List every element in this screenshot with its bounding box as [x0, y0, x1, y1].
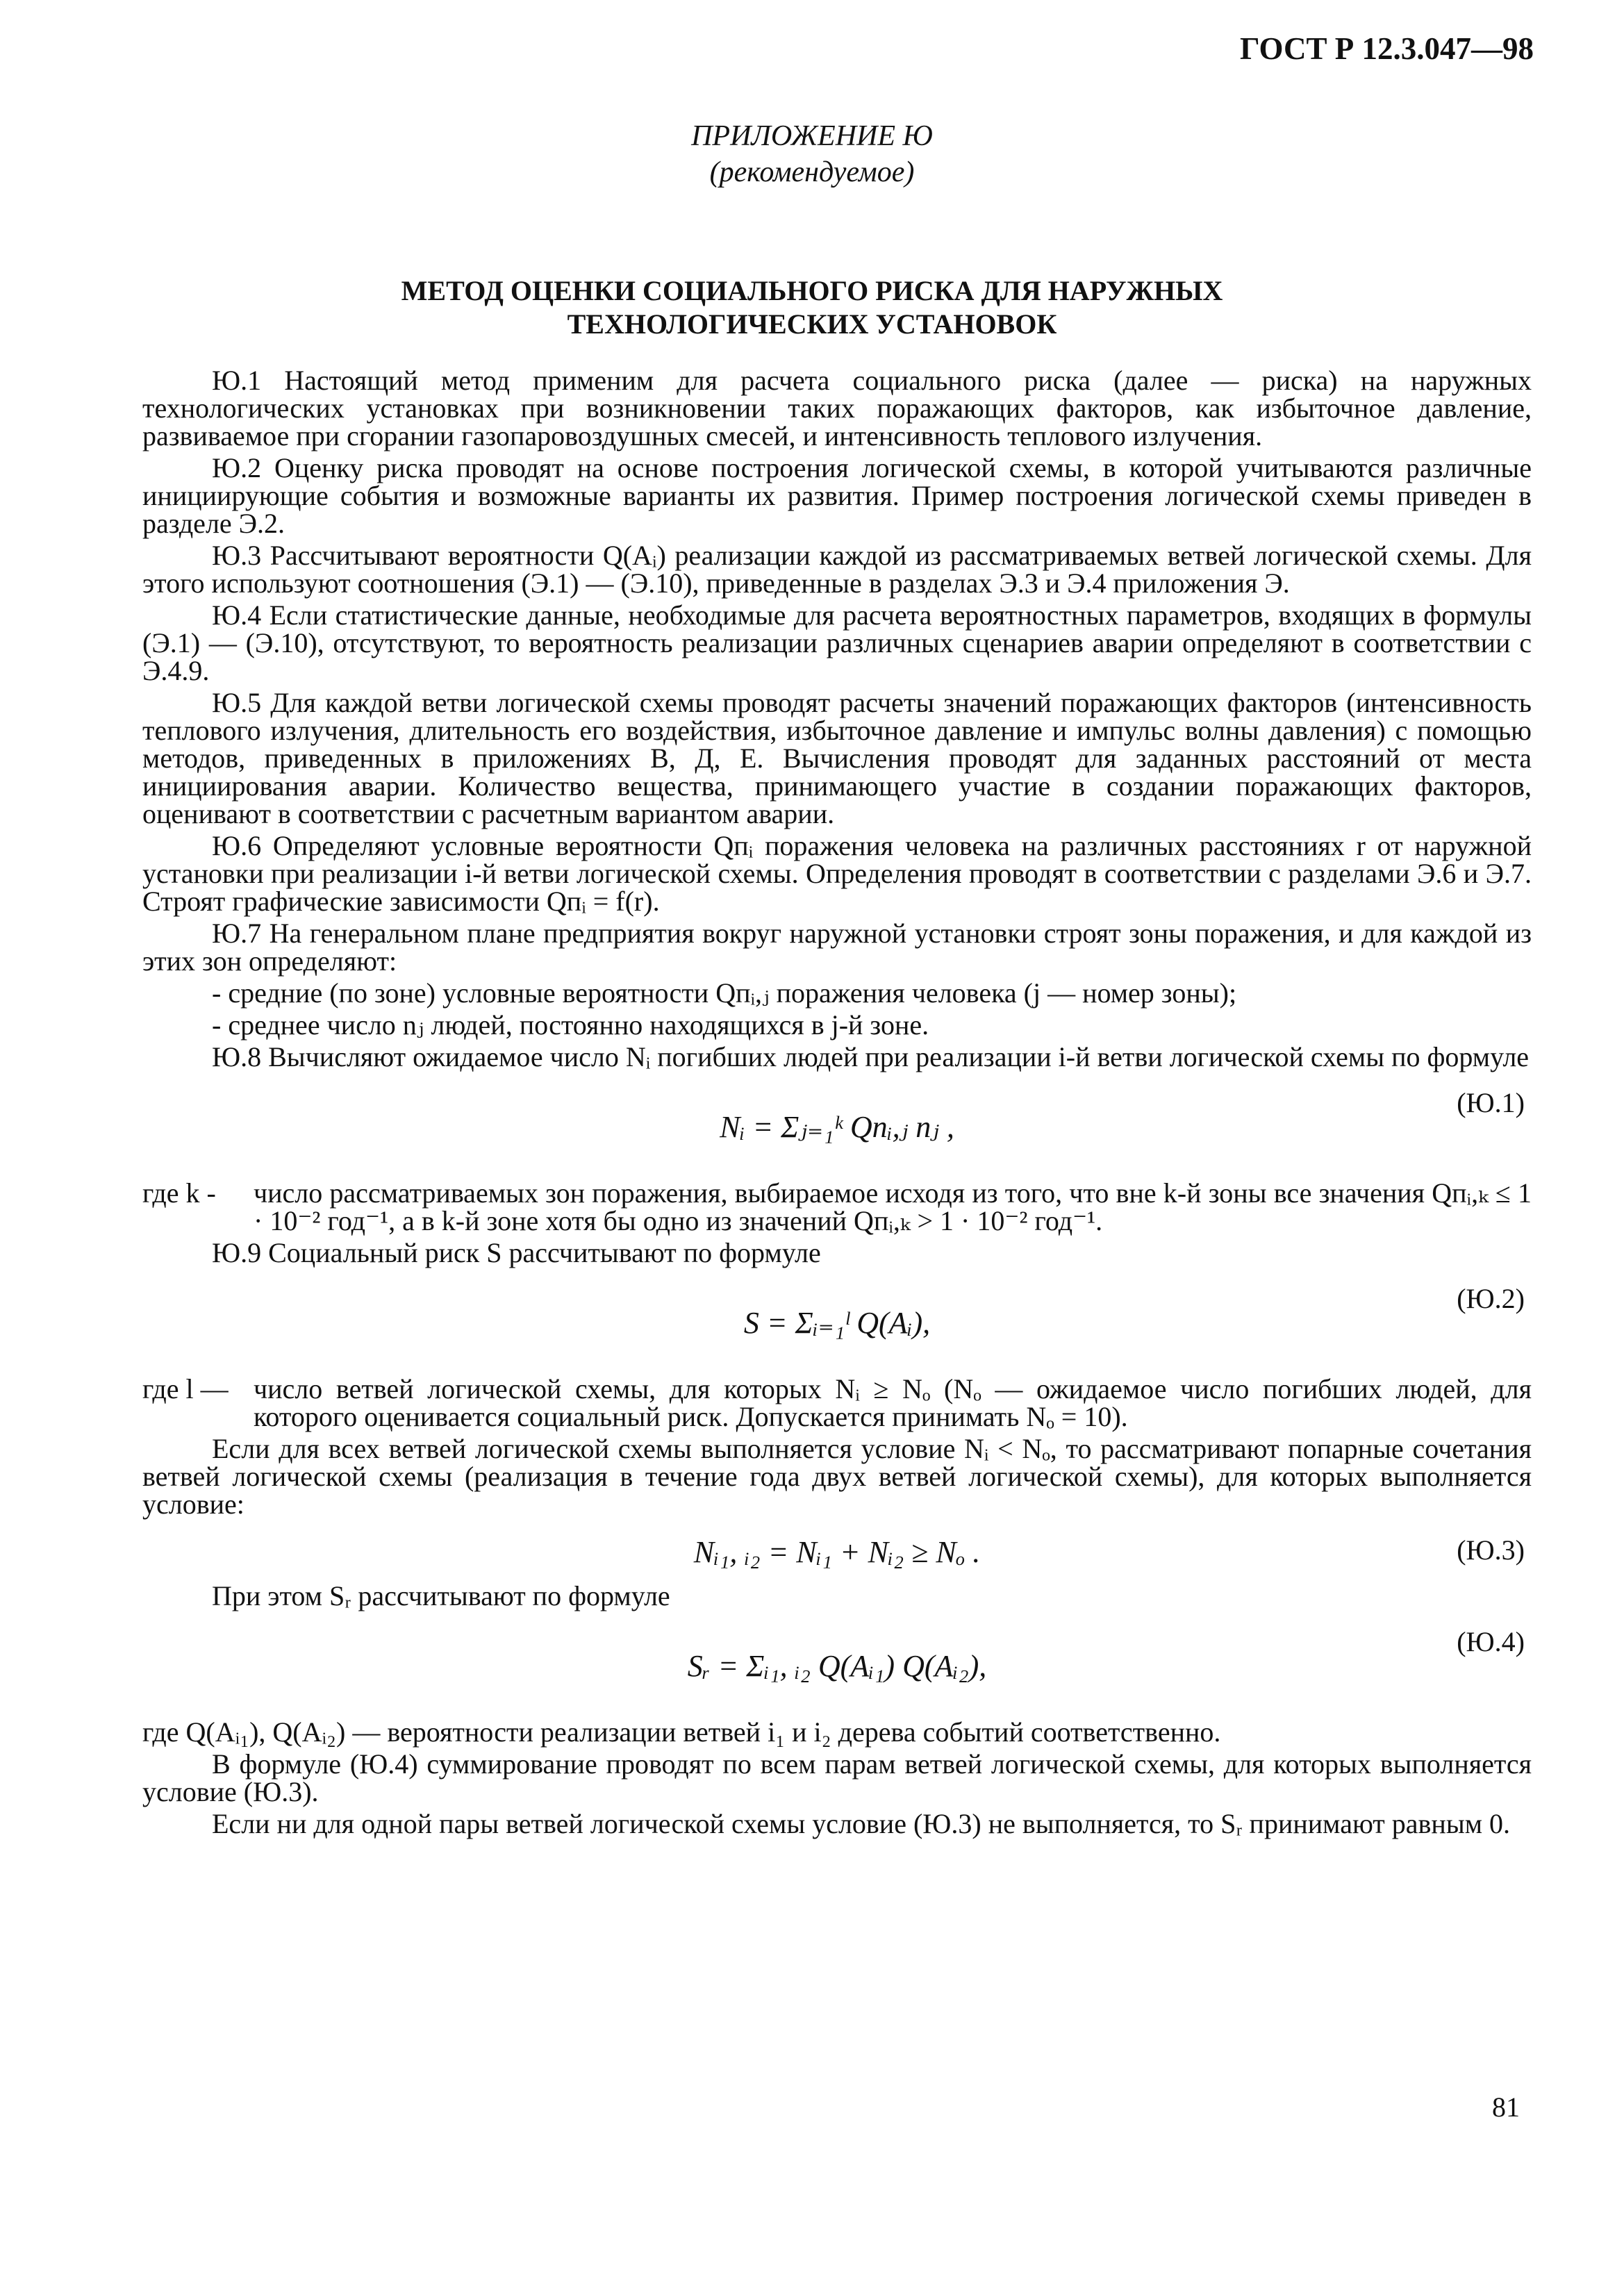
formula-yu2-expression: S = Σᵢ₌₁ˡ Q(Aᵢ),: [743, 1306, 931, 1340]
formula-yu1-expression: Nᵢ = Σⱼ₌₁ᵏ Qпᵢ,ⱼ nⱼ ,: [720, 1110, 954, 1144]
paragraph-sr-intro: При этом Sᵣ рассчитывают по формуле: [212, 1580, 670, 1611]
formula-yu4-expression: Sᵣ = Σᵢ₁, ᵢ₂ Q(Aᵢ₁) Q(Aᵢ₂),: [687, 1649, 987, 1683]
document-body: [142, 367, 1532, 1842]
list-item-zone-probability: - средние (по зоне) условные вероятности Qпᵢ,ⱼ поражения человека (j — номер зоны);: [212, 977, 1237, 1009]
formula-yu2-number: (Ю.2): [1457, 1283, 1525, 1314]
paragraph-yu8: Ю.8 Вычисляют ожидаемое число Nᵢ погибших людей при реализации i-й ветви логической схемы по формуле: [212, 1041, 1530, 1072]
formula-yu3-number: (Ю.3): [1457, 1534, 1525, 1566]
formula-yu3: [142, 1523, 1532, 1582]
page-number: 81: [1492, 2091, 1520, 2123]
paragraph-yu5: Ю.5 Для каждой ветви логической схемы проводят расчеты значений поражающих факторов (интенсивность теплового излучения, длительность его воздействия, избыточное давление и импульс волны давления) с помощью методов, приведенных в приложениях В, Д, Е. Вычисления проводят для заданных расстояний от места инициирования аварии. Количество вещества, принимающего участие в создании поражающих факторов, оценивают в соответствии с расчетным вариантом аварии.: [142, 687, 1532, 829]
title-line-1: МЕТОД ОЦЕНКИ СОЦИАЛЬНОГО РИСКА ДЛЯ НАРУЖНЫХ: [401, 275, 1223, 306]
formula-yu1: [142, 1075, 1532, 1179]
appendix-heading: [0, 118, 1624, 190]
where-l-text: число ветвей логической схемы, для которых Nᵢ ≥ Nₒ (Nₒ — ожидаемое число погибших людей, для которого оценивается социальный риск. Допускается принимать Nₒ = 10).: [254, 1373, 1532, 1432]
paragraph-yu1: Ю.1 Настоящий метод применим для расчета социального риска (далее — риска) на наружных технологических установках при возникновении таких поражающих факторов, как избыточное давление, развиваемое при сгорании газопаровоздушных смесей, и интенсивность теплового излучения.: [142, 365, 1532, 451]
paragraph-summation: В формуле (Ю.4) суммирование проводят по всем парам ветвей логической схемы, для которых выполняется условие (Ю.3).: [142, 1748, 1532, 1807]
appendix-status: (рекомендуемое): [709, 156, 915, 188]
paragraph-zero: Если ни для одной пары ветвей логической схемы условие (Ю.3) не выполняется, то Sᵣ принимают равным 0.: [212, 1808, 1511, 1839]
paragraph-pairwise: Если для всех ветвей логической схемы выполняется условие Nᵢ < Nₒ, то рассматривают попарные сочетания ветвей логической схемы (реализация в течение года двух ветвей логической схемы), для которых выполняется условие:: [142, 1433, 1532, 1520]
formula-yu4-number: (Ю.4): [1457, 1626, 1525, 1657]
where-k-text: число рассматриваемых зон поражения, выбираемое исходя из того, что вне k-й зоны все значения Qпᵢ,ₖ ≤ 1 · 10⁻² год⁻¹, а в k-й зоне хотя бы одно из значений Qпᵢ,ₖ > 1 · 10⁻² год⁻¹.: [254, 1177, 1532, 1236]
appendix-label: ПРИЛОЖЕНИЕ Ю: [691, 120, 933, 152]
title-line-2: ТЕХНОЛОГИЧЕСКИХ УСТАНОВОК: [567, 308, 1057, 340]
formula-yu2: [142, 1271, 1532, 1375]
paragraph-yu9: Ю.9 Социальный риск S рассчитывают по формуле: [212, 1237, 821, 1268]
where-l-definition: [142, 1375, 1532, 1431]
formula-yu3-expression: Nᵢ₁, ᵢ₂ = Nᵢ₁ + Nᵢ₂ ≥ Nₒ .: [693, 1535, 981, 1569]
formula-yu4: [142, 1614, 1532, 1718]
paragraph-yu7: Ю.7 На генеральном плане предприятия вокруг наружной установки строят зоны поражения, и для каждой из этих зон определяют:: [142, 918, 1532, 977]
where-k-definition: [142, 1179, 1532, 1235]
standard-code: ГОСТ Р 12.3.047—98: [1239, 31, 1534, 66]
section-title: [0, 274, 1624, 341]
where-l-lead: где l —: [142, 1373, 229, 1404]
list-item-zone-people: - среднее число nⱼ людей, постоянно находящихся в j-й зоне.: [212, 1009, 929, 1041]
paragraph-yu2: Ю.2 Оценку риска проводят на основе построения логической схемы, в которой учитываются различные инициирующие события и возможные варианты их развития. Пример построения логической схемы приведен в разделе Э.2.: [142, 452, 1532, 539]
formula-yu1-number: (Ю.1): [1457, 1087, 1525, 1118]
paragraph-yu4: Ю.4 Если статистические данные, необходимые для расчета вероятностных параметров, входящих в формулы (Э.1) — (Э.10), отсутствуют, то вероятность реализации различных сценариев аварии определяют в соответствии с Э.4.9.: [142, 599, 1532, 686]
paragraph-yu3: Ю.3 Рассчитывают вероятности Q(Aᵢ) реализации каждой из рассматриваемых ветвей логической схемы. Для этого используют соотношения (Э.1) — (Э.10), приведенные в разделах Э.3 и Э.4 приложения Э.: [142, 540, 1532, 599]
paragraph-yu6: Ю.6 Определяют условные вероятности Qпᵢ поражения человека на различных расстояниях r от наружной установки при реализации i-й ветви логической схемы. Определения проводят в соответствии с разделами Э.6 и Э.7. Строят графические зависимости Qпᵢ = f(r).: [142, 830, 1532, 917]
paragraph-where-q: где Q(Aᵢ₁), Q(Aᵢ₂) — вероятности реализации ветвей i₁ и i₂ дерева событий соответственно.: [142, 1716, 1221, 1748]
where-k-lead: где k -: [142, 1177, 216, 1209]
